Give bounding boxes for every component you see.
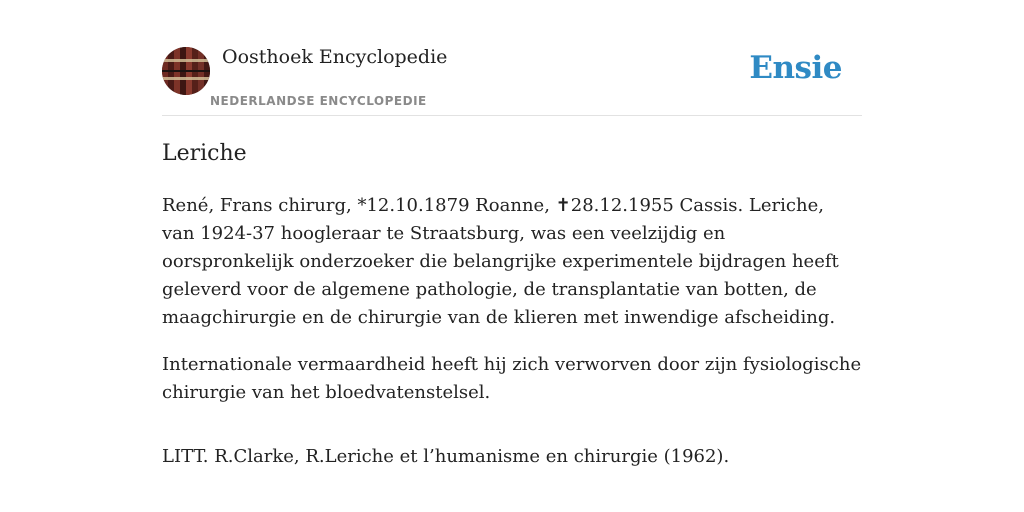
site-name[interactable]: Oosthoek Encyclopedie — [222, 46, 448, 68]
article-title: Leriche — [162, 141, 247, 166]
article-paragraph-2: Internationale vermaardheid heeft hij zich verworven door zijn fysiologische chirurgie van het bloedvatenstelsel. — [162, 354, 862, 403]
article-paragraph-1: René, Frans chirurg, *12.10.1879 Roanne, ✝28.12.1955 Cassis. Leriche, van 1924-37 hoogleraar te Straatsburg, was een veelzijdig en oorspronkelijk onderzoeker die belangrijke experimentele bijdragen heeft geleverd voor de algemene pathologie, de transplantatie van botten, de maagchirurgie en de chirurgie van de klieren met inwendige afscheiding. — [162, 195, 839, 328]
brand-logo[interactable]: Ensie — [749, 50, 842, 86]
literature-reference: LITT. R.Clarke, R.Leriche et l’humanisme en chirurgie (1962). — [162, 446, 730, 467]
encyclopedia-books-icon[interactable] — [162, 47, 210, 95]
site-subtitle: NEDERLANDSE ENCYCLOPEDIE — [210, 94, 427, 108]
page-container — [162, 0, 862, 467]
article-body — [162, 192, 862, 490]
site-header — [162, 0, 862, 116]
